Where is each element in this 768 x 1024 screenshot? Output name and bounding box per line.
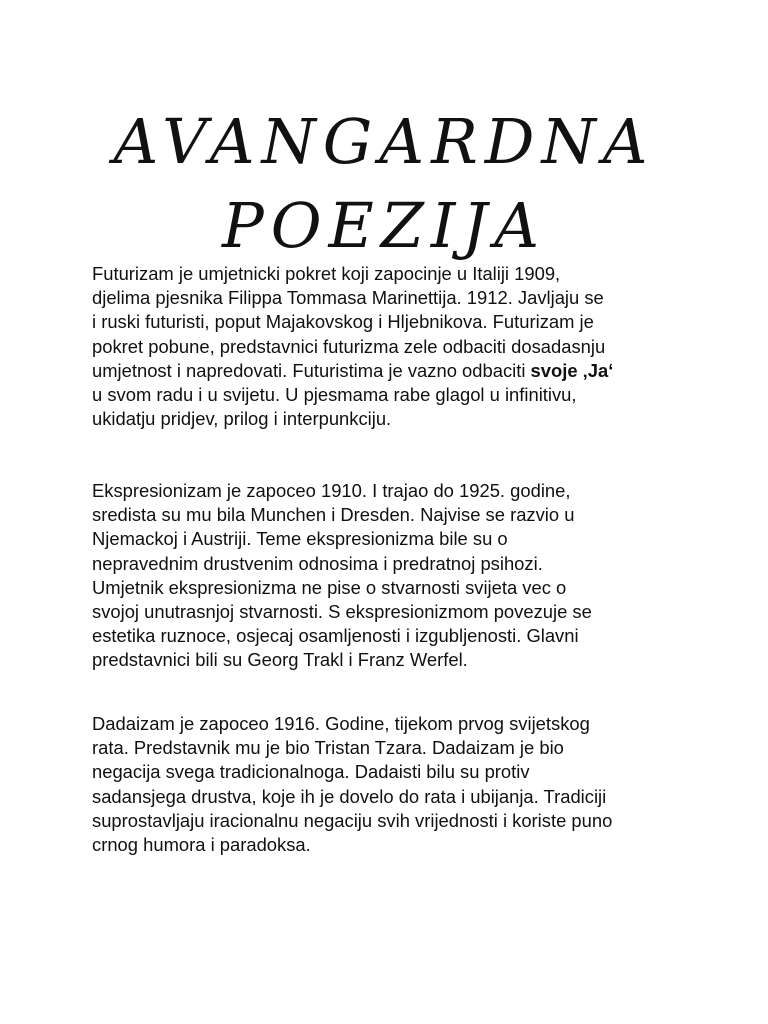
text-line: nepravednim drustvenim odnosima i predratnoj psihozi.	[92, 552, 543, 574]
text-line	[92, 359, 692, 383]
bold-phrase: svoje ‚Ja‘	[530, 359, 614, 381]
text-line: suprostavljaju iracionalnu negaciju svih vrijednosti i koriste puno	[92, 809, 613, 831]
text-line: rata. Predstavnik mu je bio Tristan Tzara. Dadaizam je bio	[92, 737, 564, 759]
text-line: ukidatju pridjev, prilog i interpunkciju.	[92, 408, 392, 430]
text-line: i ruski futuristi, poput Majakovskog i Hljebnikova. Futurizam je	[92, 311, 594, 333]
text-line: crnog humora i paradoksa.	[92, 834, 311, 856]
paragraph-dadaizam	[92, 712, 692, 857]
text-line: Futurizam je umjetnicki pokret koji zapocinje u Italiji 1909,	[92, 263, 561, 284]
text-line: Dadaizam je zapoceo 1916. Godine, tijekom prvog svijetskog	[92, 713, 590, 734]
text-line: sredista su mu bila Munchen i Dresden. Najvise se razvio u	[92, 504, 575, 526]
text-line: svojoj unutrasnjoj stvarnosti. S ekspresionizmom povezuje se	[92, 601, 592, 623]
title-line-2: POEZIJA	[221, 189, 546, 262]
text-line: Ekspresionizam je zapoceo 1910. I trajao do 1925. godine,	[92, 480, 571, 501]
text-line: djelima pjesnika Filippa Tommasa Marinettija. 1912. Javljaju se	[92, 287, 604, 309]
page-title	[92, 100, 676, 268]
text-line: estetika ruznoce, osjecaj osamljenosti i izgubljenosti. Glavni	[92, 625, 579, 647]
text-line: sadansjega drustva, koje ih je dovelo do rata i ubijanja. Tradiciji	[92, 785, 607, 807]
title-line-1: AVANGARDNA	[113, 105, 655, 178]
text-line: predstavnici bili su Georg Trakl i Franz Werfel.	[92, 649, 468, 671]
text-line: u svom radu i u svijetu. U pjesmama rabe glagol u infinitivu,	[92, 384, 577, 406]
text-line: pokret pobune, predstavnici futurizma zele odbaciti dosadasnju	[92, 335, 606, 357]
text-line: negacija svega tradicionalnoga. Dadaisti bilu su protiv	[92, 761, 530, 783]
paragraph-ekspresionizam	[92, 479, 692, 673]
text-line: Njemackoj i Austriji. Teme ekspresionizma bile su o	[92, 528, 508, 550]
text-line: Umjetnik ekspresionizma ne pise o stvarnosti svijeta vec o	[92, 576, 567, 598]
paragraph-futurizam	[92, 262, 692, 431]
text-segment: umjetnost i napredovati. Futuristima je vazno odbaciti	[92, 359, 531, 381]
